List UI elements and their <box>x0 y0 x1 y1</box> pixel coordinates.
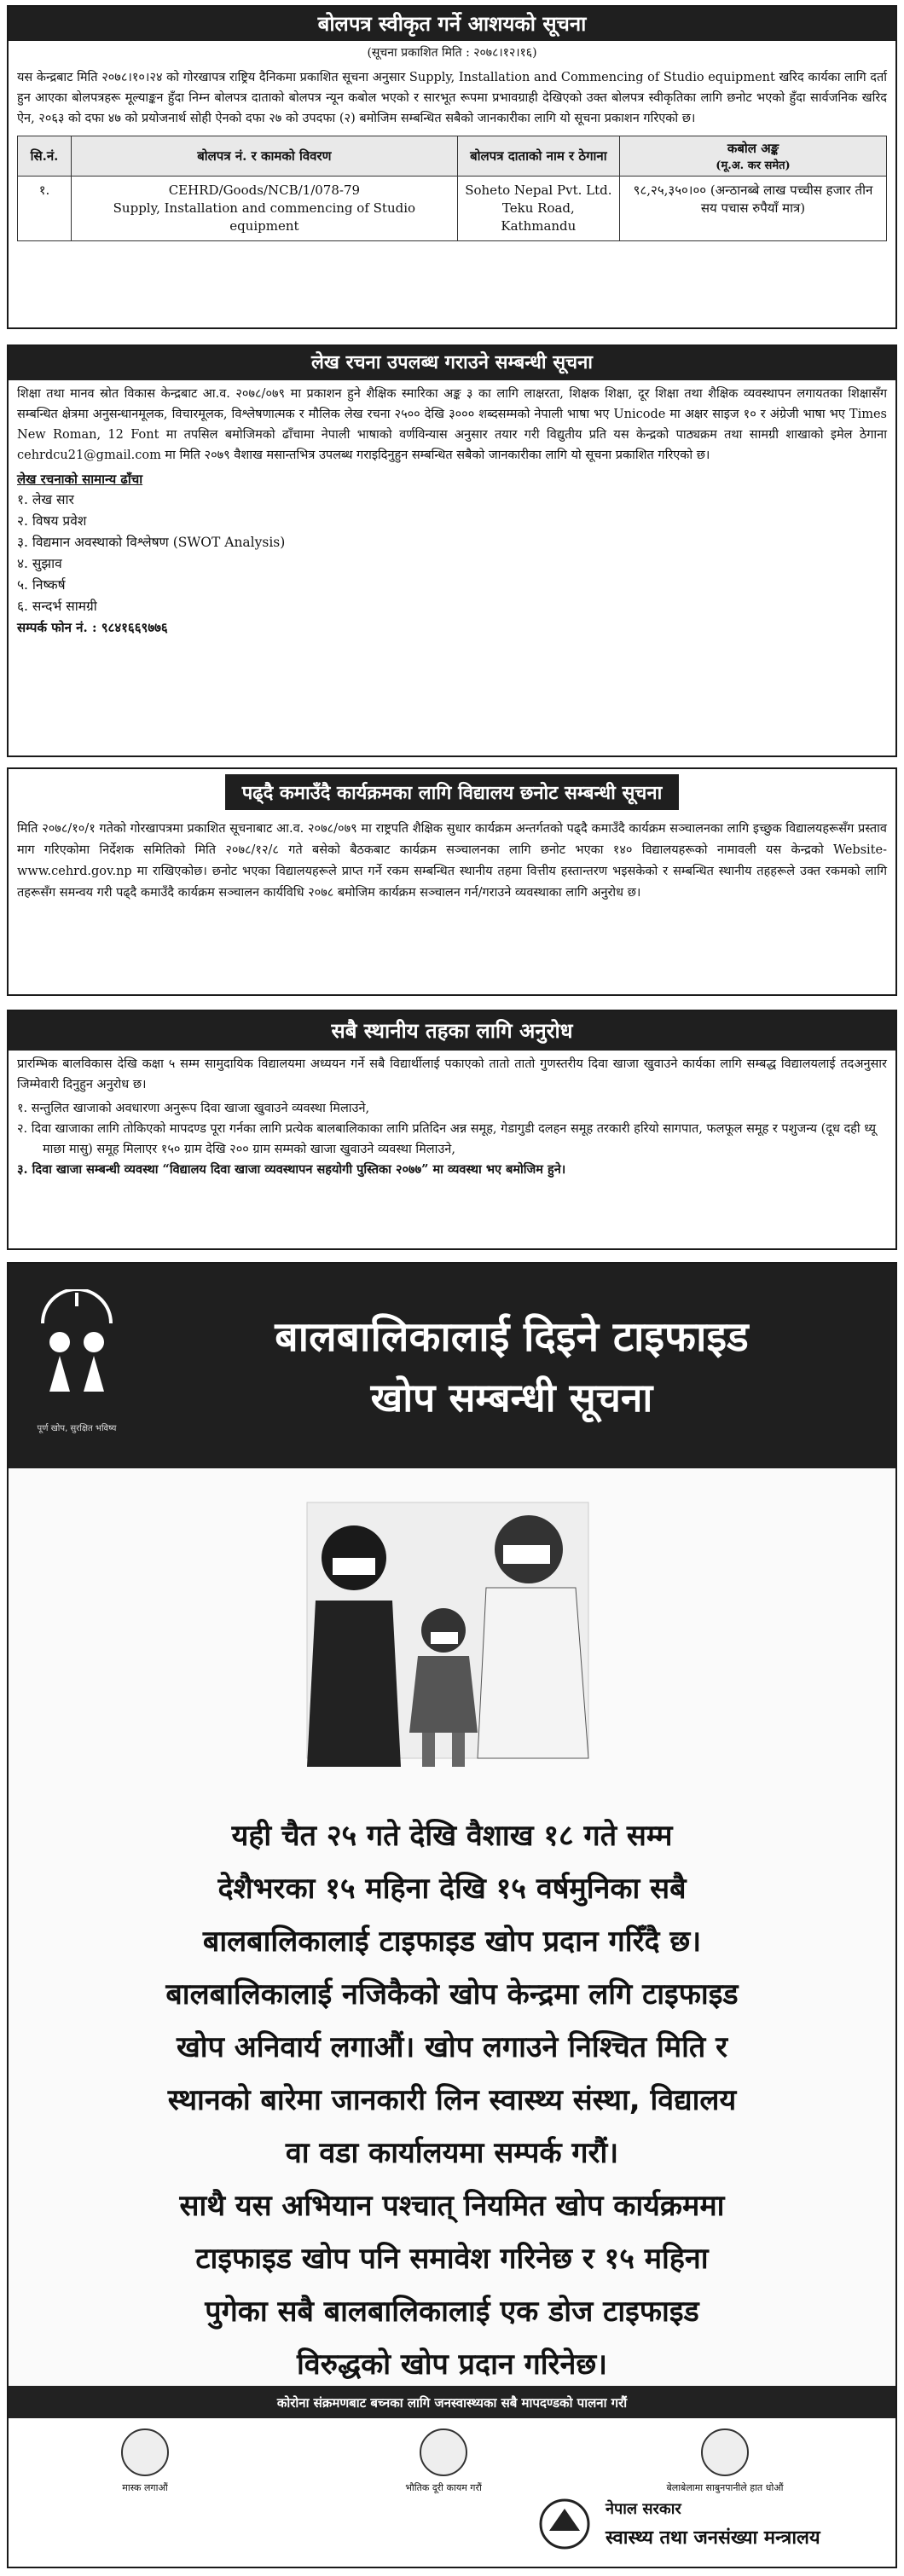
banner-title-2: खोप सम्बन्धी सूचना <box>370 1375 653 1421</box>
campaign-line: यही चैत २५ गते देखि वैशाख १८ गते सम्म <box>231 1819 673 1853</box>
list-item: ६. सन्दर्भ सामग्री <box>17 599 97 614</box>
structure-list <box>9 489 895 617</box>
table-row <box>18 177 887 241</box>
notice-body: मिति २०७८/१०/१ गतेको गोरखापत्रमा प्रकाशित सूचनाबाट आ.व. २०७८/०७९ मा राष्ट्रपति शैक्षिक सुधार कार्यक्रम अन्तर्गतको पढ्दै कमाउँदै कार्यक्रम सञ्चालनका लागि इच्छुक विद्यालयहरूसँग प्रस्ताव माग गरिएकोमा निर्देशक समितिको मिति २०७८/१२/८ गते बसेको बैठकबाट कार्यक्रम सञ्चालनका लागि छनोट भएका १४० विद्यालयहरूको नामावली यस केन्द्रको Website-www.cehrd.gov.np मा राखिएकोछ। छनोट भएका विद्यालयहरूले प्राप्त गर्ने रकम सम्बन्धित स्थानीय तहमा वित्तीय हस्तान्तरण भइसकेको र सम्बन्धित स्थानीय तहहरूले उक्त रकमको लागि तहरूसँग समन्वय गरी पढ्दै कमाउँदै कार्यक्रम सञ्चालन कार्यविधि २०७८ बमोजिम कार्यक्रम सञ्चालन गर्न/गराउने व्यवस्थाका लागि अनुरोध छ। <box>17 822 887 900</box>
list-item: ३. विद्यमान अवस्थाको विश्लेषण (SWOT Analysis) <box>17 535 286 550</box>
article-call-notice <box>7 344 897 757</box>
mask-item: मास्क लगाऔं <box>77 2428 213 2494</box>
school-selection-notice <box>7 767 897 996</box>
request-list <box>9 1098 895 1180</box>
bid-acceptance-notice <box>7 5 897 329</box>
banner-footer <box>9 2386 895 2567</box>
campaign-line: वा वडा कार्यालयमा सम्पर्क गरौं। <box>285 2136 619 2170</box>
notice-body: यस केन्द्रबाट मिति २०७८।१०।२४ को गोरखापत्र राष्ट्रिय दैनिकमा प्रकाशित सूचना अनुसार Supply, Installation and Commencing of Studio equipment खरिद कार्यका लागि दर्ता हुन आएका बोलपत्रहरू मूल्याङ्कन हुँदा निम्न बोलपत्र दाताको बोलपत्र न्यून कबोल भएको र सारभूत रूपमा प्रभावग्राही देखिएको उक्त बोलपत्र स्वीकृतिका लागि छनोट भएको हुँदा सार्वजनिक खरिद ऐन, २०६३ को दफा ४७ को प्रयोजनार्थ सोही ऐनको दफा २७ को उपदफा (२) बमोजिम सम्बन्धित सबैको जानकारीका लागि यो सूचना प्रकाशन गरिएको छ। <box>17 71 887 125</box>
structure-title: लेख रचनाको सामान्य ढाँचा <box>17 472 143 487</box>
government-emblem-icon <box>537 2497 592 2551</box>
distance-icon <box>420 2428 467 2476</box>
col-amount: कबोल अङ्क (मू.अ. कर समेत) <box>620 136 887 177</box>
immunization-logo-icon <box>26 1289 128 1417</box>
list-item: २. दिवा खाजाका लागि तोकिएको मापदण्ड पूरा गर्नका लागि प्रत्येक बालबालिकाका लागि प्रतिदिन अन्न समूह, गेडागुडी दलहन समूह तरकारी हरियो सागपात, फलफूल समूह र पशुजन्य (दूध दही ध्यू माछा मासु) समूह मिलाएर १५० ग्राम देखि २०० ग्राम सम्मको खाजा खुवाउने व्यवस्था मिलाउने, <box>17 1122 877 1156</box>
campaign-line: बालबालिकालाई टाइफाइड खोप प्रदान गरिँदै छ। <box>202 1925 702 1959</box>
typhoid-vaccine-banner <box>7 1262 897 2568</box>
notice-title: पढ्दै कमाउँदै कार्यक्रमका लागि विद्यालय छनोट सम्बन्धी सूचना <box>225 774 680 810</box>
col-sn: सि.नं. <box>18 136 72 177</box>
covid-notice-bar: कोरोना संक्रमणबाट बच्नका लागि जनस्वास्थ्यका सबै मापदण्डको पालना गरौं <box>9 2388 895 2418</box>
campaign-line: बालबालिकालाई नजिकैको खोप केन्द्रमा लगि टाइफाइड <box>165 1977 739 2012</box>
gov-line-1: नेपाल सरकार <box>606 2500 681 2518</box>
bid-table <box>17 136 887 241</box>
campaign-line: देशैभरका १५ महिना देखि १५ वर्षमुनिका सबै <box>217 1872 687 1906</box>
col-bidder: बोलपत्र दाताको नाम र ठेगाना <box>457 136 619 177</box>
list-item: ३. दिवा खाजा सम्बन्धी व्यवस्था “विद्यालय दिवा खाजा व्यवस्थापन सहयोगी पुस्तिका २०७७” मा व्यवस्था भए बमोजिम हुने। <box>17 1162 566 1177</box>
publish-date: (सूचना प्रकाशित मिति : २०७८।१२।१६) <box>367 46 537 60</box>
contact-phone: सम्पर्क फोन नं. : ९८४१६६९७७६ <box>17 620 168 635</box>
logo-caption: पूर्ण खोप, सुरक्षित भविष्य <box>37 1424 117 1433</box>
list-item: २. विषय प्रवेश <box>17 513 87 529</box>
campaign-line: साथै यस अभियान पश्चात् नियमित खोप कार्यक्रममा <box>179 2189 725 2223</box>
distance-item: भौतिक दूरी कायम गरौं <box>375 2428 512 2494</box>
mask-icon <box>121 2428 169 2476</box>
campaign-line: स्थानको बारेमा जानकारी लिन स्वास्थ्य संस्था, विद्यालय <box>167 2083 737 2117</box>
notice-title: सबै स्थानीय तहका लागि अनुरोध <box>9 1011 895 1051</box>
handwash-item: बेलाबेलामा साबुनपानीले हात धोऔं <box>657 2428 793 2494</box>
campaign-line: पुगेका सबै बालबालिकालाई एक डोज टाइफाइड <box>205 2295 699 2329</box>
vaccination-illustration <box>273 1485 648 1792</box>
list-item: ५. निष्कर्ष <box>17 577 66 593</box>
notice-body: शिक्षा तथा मानव स्रोत विकास केन्द्रबाट आ.व. २०७८/०७९ मा प्रकाशन हुने शैक्षिक स्मारिका अङ्क ३ का लागि लाक्षरता, शिक्षक शिक्षा, दूर शिक्षा तथा शैक्षिक व्यवस्थापन लगायतका शिक्षासँग सम्बन्धित क्षेत्रमा अनुसन्धानमूलक, विचारमूलक, विश्लेषणात्मक र मौलिक लेख रचना २५०० देखि ३००० शब्दसम्मको नेपाली भाषा भए Unicode मा अक्षर साइज १० र अंग्रेजी भाषा भए Times New Roman, 12 Font मा तपसिल बमोजिमको ढाँचामा नेपाली भाषाको वर्णविन्यास अनुसार तयार गरी विद्युतीय प्रति यस केन्द्रको पाठ्यक्रम तथा सामग्री शाखाको इमेल ठेगाना cehrdcu21@gmail.com मा मिति २०७९ वैशाख मसान्तभित्र उपलब्ध गराइदिनुहुन सम्बन्धित सबैको जानकारीका लागि यो सूचना प्रकाशित गरिएको छ। <box>17 387 887 462</box>
gov-line-2: स्वास्थ्य तथा जनसंख्या मन्त्रालय <box>606 2527 820 2549</box>
list-item: १. सन्तुलित खाजाको अवधारणा अनुरूप दिवा खाजा खुवाउने व्यवस्था मिलाउने, <box>17 1102 370 1115</box>
campaign-line: खोप अनिवार्य लगाऔं। खोप लगाउने निश्चित मिति र <box>176 2030 728 2064</box>
list-item: ४. सुझाव <box>17 556 62 571</box>
cell-sn: १. <box>18 177 72 241</box>
local-level-request-notice <box>7 1010 897 1250</box>
banner-title-1: बालबालिकालाई दिइने टाइफाइड <box>275 1313 749 1361</box>
handwash-icon <box>701 2428 749 2476</box>
cell-work: CEHRD/Goods/NCB/1/078-79 Supply, Installation and commencing of Studio equipment <box>72 177 458 241</box>
cell-bidder: Soheto Nepal Pvt. Ltd. Teku Road, Kathmandu <box>457 177 619 241</box>
campaign-message <box>34 1809 870 2391</box>
cell-amount: ९८,२५,३५०।०० (अन्ठानब्बे लाख पच्चीस हजार तीन सय पचास रुपैयाँ मात्र) <box>620 177 887 241</box>
campaign-line: विरुद्धको खोप प्रदान गरिनेछ। <box>296 2347 608 2382</box>
list-item: १. लेख सार <box>17 492 74 507</box>
notice-body: प्रारम्भिक बालविकास देखि कक्षा ५ सम्म सामुदायिक विद्यालयमा अध्ययन गर्ने सबै विद्यार्थीलाई पकाएको तातो तातो गुणस्तरीय दिवा खाजा खुवाउने कार्यका लागि सम्बद्ध विद्यालयलाई तदअनुसार जिम्मेवारी दिनुहुन अनुरोध छ। <box>17 1057 887 1091</box>
campaign-line: टाइफाइड खोप पनि समावेश गरिनेछ र १५ महिना <box>195 2242 709 2276</box>
notice-title: बोलपत्र स्वीकृत गर्ने आशयको सूचना <box>9 7 895 41</box>
notice-title: लेख रचना उपलब्ध गराउने सम्बन्धी सूचना <box>9 346 895 380</box>
col-work: बोलपत्र नं. र कामको विवरण <box>72 136 458 177</box>
banner-header <box>9 1264 895 1468</box>
